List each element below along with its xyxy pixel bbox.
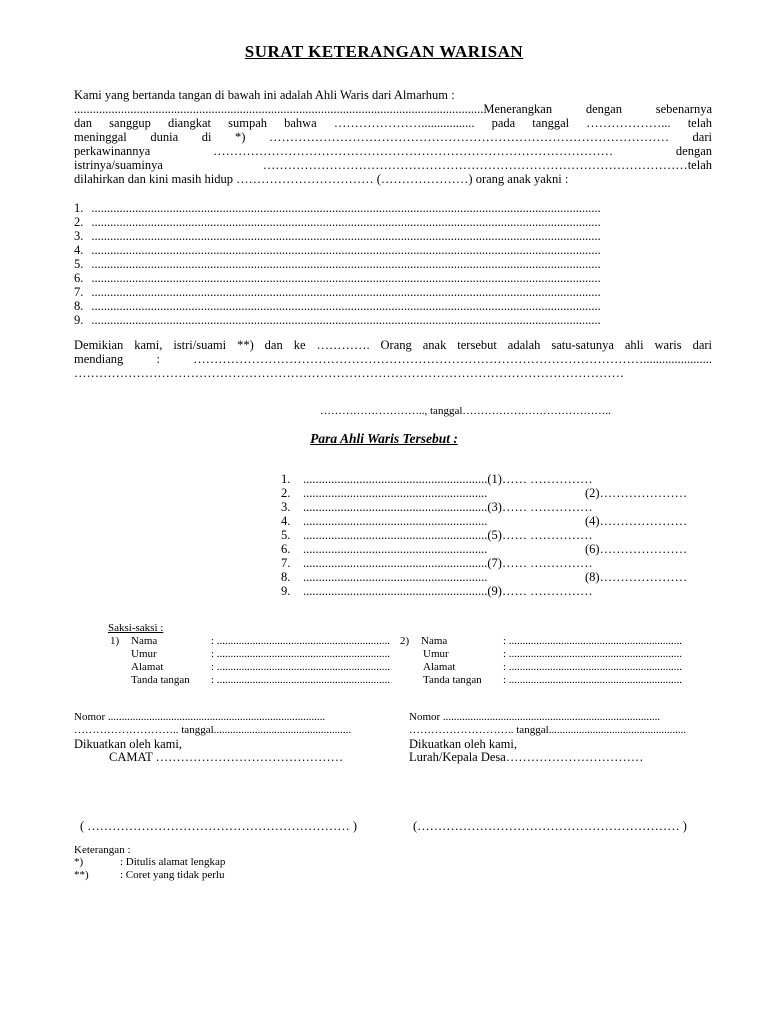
witness-value: : ............................................................... [503, 635, 683, 647]
heir-number: 7. [281, 556, 291, 570]
list-dots: ................................................................................................................................................................... [91, 313, 601, 327]
heir-row [281, 570, 487, 585]
intro-line-1: Kami yang bertanda tangan di bawah ini adalah Ahli Waris dari Almarhum : [74, 88, 455, 102]
list-number: 3. [74, 229, 84, 243]
nomor-line: Nomor ............................................................................... [409, 711, 661, 723]
list-number: 9. [74, 313, 84, 327]
heir-signature-mark: (2)………………… [585, 486, 688, 500]
list-dots: ................................................................................................................................................................... [91, 201, 601, 215]
heir-dots: ........................................................... [303, 584, 488, 598]
witness-label-tanda-tangan: Tanda tangan [423, 674, 482, 686]
list-dots: ................................................................................................................................................................... [91, 257, 601, 271]
list-item [74, 243, 601, 258]
heir-row [281, 500, 593, 515]
list-number: 1. [74, 201, 84, 215]
list-number: 5. [74, 257, 84, 271]
witness-label-umur: Umur [131, 648, 157, 660]
list-number: 2. [74, 215, 84, 229]
heir-row [281, 556, 593, 571]
lurah-signature-line: (……………………………………………………… ) [413, 819, 687, 833]
heir-dots: ........................................................... [303, 542, 488, 556]
heir-number: 5. [281, 528, 291, 542]
witness-label-alamat: Alamat [131, 661, 164, 673]
note-text: : Coret yang tidak perlu [120, 869, 225, 881]
place-date-line: ……………………….., tanggal………………………………….. [320, 405, 611, 417]
heir-number: 3. [281, 500, 291, 514]
heir-signature-mark: (9)…… …………… [487, 584, 593, 598]
document-title: SURAT KETERANGAN WARISAN [244, 42, 524, 61]
witness-number: 2) [400, 635, 410, 647]
heir-signature-mark: (7)…… …………… [487, 556, 593, 570]
list-item [74, 271, 601, 286]
closing-line-2: mendiang : ………………………………………………………………………………………………...................... [74, 352, 712, 366]
list-dots: ................................................................................................................................................................... [91, 243, 601, 257]
list-item [74, 215, 601, 230]
witness-value: : ............................................................... [503, 674, 683, 686]
heir-dots: ........................................................... [303, 500, 488, 514]
note-mark: *) [74, 856, 84, 868]
witness-value: : ............................................................... [503, 661, 683, 673]
witness-value: : ............................................................... [211, 635, 391, 647]
nomor-line: Nomor ............................................................................... [74, 711, 326, 723]
note-text: : Ditulis alamat lengkap [120, 856, 226, 868]
note-mark: **) [74, 869, 89, 881]
heir-signature-mark: (5)…… …………… [487, 528, 593, 542]
heir-number: 6. [281, 542, 291, 556]
heir-number: 8. [281, 570, 291, 584]
heir-number: 1. [281, 472, 291, 486]
witness-value: : ............................................................... [211, 674, 391, 686]
intro-line-5: perkawinannya …………………………………………………………………………………… dengan [74, 144, 712, 158]
tanggal-line: ……………………….. tanggal.................................................. [74, 724, 352, 736]
witness-value: : ............................................................... [503, 648, 683, 660]
heir-row [281, 486, 487, 501]
heir-signature-mark: (4)………………… [585, 514, 688, 528]
list-item [74, 229, 601, 244]
heir-dots: ........................................................... [303, 472, 488, 486]
intro-line-3: dan sanggup diangkat sumpah bahwa …………………................. pada tanggal ………………... telah [74, 116, 712, 130]
list-dots: ................................................................................................................................................................... [91, 271, 601, 285]
heir-row [281, 514, 487, 529]
list-dots: ................................................................................................................................................................... [91, 285, 601, 299]
list-item [74, 313, 601, 328]
list-item [74, 299, 601, 314]
witness-label-nama: Nama [131, 635, 158, 647]
witness-label-nama: Nama [421, 635, 448, 647]
witness-value: : ............................................................... [211, 648, 391, 660]
intro-line-2: ...................................................................................................................................Menerangkan dengan sebenarnya [74, 102, 712, 116]
heir-signature-mark: (6)………………… [585, 542, 688, 556]
intro-line-7: dilahirkan dan kini masih hidup …………………………… (…………………) orang anak yakni : [74, 172, 569, 186]
intro-line-4: meninggal dunia di *) …………………………………………………………………………………… dari [74, 130, 712, 144]
intro-line-6: istrinya/suaminya …………………………………………………………………………………………telah [74, 158, 712, 172]
heir-row [281, 528, 593, 543]
list-number: 4. [74, 243, 84, 257]
heir-number: 2. [281, 486, 291, 500]
witness-value: : ............................................................... [211, 661, 391, 673]
list-item [74, 257, 601, 272]
list-dots: ................................................................................................................................................................... [91, 299, 601, 313]
witness-label-alamat: Alamat [423, 661, 456, 673]
list-dots: ................................................................................................................................................................... [91, 229, 601, 243]
heir-number: 9. [281, 584, 291, 598]
witness-label-tanda-tangan: Tanda tangan [131, 674, 190, 686]
heir-signature-mark: (8)………………… [585, 570, 688, 584]
lurah-title: Lurah/Kepala Desa…………………………… [409, 750, 644, 764]
list-item [74, 285, 601, 300]
heirs-title: Para Ahli Waris Tersebut : [310, 431, 458, 446]
heir-dots: ........................................................... [303, 570, 488, 584]
heir-row [281, 584, 593, 599]
heir-number: 4. [281, 514, 291, 528]
notes-heading: Keterangan : [74, 844, 131, 856]
witness-label-umur: Umur [423, 648, 449, 660]
witness-number: 1) [110, 635, 120, 647]
witnesses-heading: Saksi-saksi : [108, 622, 164, 634]
heir-dots: ........................................................... [303, 528, 488, 542]
heir-dots: ........................................................... [303, 486, 488, 500]
list-dots: ................................................................................................................................................................... [91, 215, 601, 229]
closing-line-3: …………………………………………………………………………………………………………………… [74, 366, 624, 380]
dikuatkan-label: Dikuatkan oleh kami, [74, 737, 182, 751]
list-number: 6. [74, 271, 84, 285]
camat-title: CAMAT ……………………………………… [109, 750, 344, 764]
list-number: 7. [74, 285, 84, 299]
list-item [74, 201, 601, 216]
dikuatkan-label: Dikuatkan oleh kami, [409, 737, 517, 751]
tanggal-line: ……………………….. tanggal.................................................. [409, 724, 687, 736]
heir-row [281, 542, 487, 557]
camat-signature-line: ( ……………………………………………………… ) [80, 819, 358, 833]
heir-signature-mark: (1)…… …………… [487, 472, 593, 486]
heir-signature-mark: (3)…… …………… [487, 500, 593, 514]
heir-dots: ........................................................... [303, 514, 488, 528]
list-number: 8. [74, 299, 84, 313]
heir-dots: ........................................................... [303, 556, 488, 570]
heir-row [281, 472, 593, 487]
closing-line-1: Demikian kami, istri/suami **) dan ke …………. Orang anak tersebut adalah satu-satunya ahli waris dari [74, 338, 712, 352]
